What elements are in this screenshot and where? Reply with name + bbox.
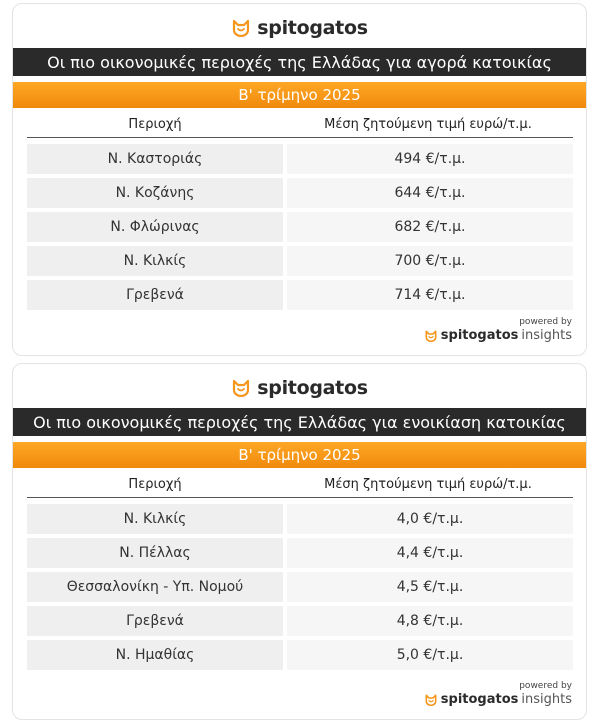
price-cell: 644 €/τ.μ. (287, 178, 573, 208)
table-row (27, 606, 573, 636)
price-cell: 4,0 €/τ.μ. (287, 504, 573, 534)
price-cell: 714 €/τ.μ. (287, 280, 573, 310)
region-cell: Θεσσαλονίκη - Υπ. Νομού (27, 572, 283, 602)
region-cell: Γρεβενά (27, 280, 283, 310)
price-table (27, 472, 573, 674)
period-label: Β' τρίμηνο 2025 (13, 82, 586, 108)
column-header-price: Μέση ζητούμενη τιμή ευρώ/τ.μ. (324, 477, 532, 492)
purchase-card (12, 3, 587, 356)
table-row (27, 504, 573, 534)
powered-by (424, 681, 572, 707)
table-header (27, 472, 573, 498)
insights-suffix: insights (521, 328, 572, 343)
column-header-region: Περιοχή (128, 117, 182, 132)
price-cell: 4,4 €/τ.μ. (287, 538, 573, 568)
column-header-price: Μέση ζητούμενη τιμή ευρώ/τ.μ. (324, 117, 532, 132)
price-cell: 494 €/τ.μ. (287, 144, 573, 174)
region-cell: Ν. Ημαθίας (27, 640, 283, 670)
powered-by (424, 317, 572, 343)
table-row (27, 178, 573, 208)
table-row (27, 538, 573, 568)
region-cell: Ν. Κοζάνης (27, 178, 283, 208)
column-header-region: Περιοχή (128, 477, 182, 492)
insights-logo (424, 692, 572, 707)
card-title: Οι πιο οικονομικές περιοχές της Ελλάδας για αγορά κατοικίας (13, 48, 586, 76)
period-label: Β' τρίμηνο 2025 (13, 442, 586, 468)
region-cell: Ν. Φλώρινας (27, 212, 283, 242)
cat-logo-icon (424, 330, 438, 342)
logo-text: spitogatos (257, 377, 368, 399)
insights-suffix: insights (521, 692, 572, 707)
price-table (27, 112, 573, 314)
table-header (27, 112, 573, 138)
spitogatos-logo (13, 376, 586, 400)
price-cell: 5,0 €/τ.μ. (287, 640, 573, 670)
table-row (27, 572, 573, 602)
region-cell: Ν. Κιλκίς (27, 246, 283, 276)
rental-card (12, 363, 587, 720)
price-cell: 700 €/τ.μ. (287, 246, 573, 276)
spitogatos-logo (13, 16, 586, 40)
insights-brand: spitogatos (440, 692, 519, 707)
region-cell: Γρεβενά (27, 606, 283, 636)
logo-text: spitogatos (257, 17, 368, 39)
table-row (27, 144, 573, 174)
region-cell: Ν. Καστοριάς (27, 144, 283, 174)
cat-logo-icon (231, 19, 251, 37)
insights-brand: spitogatos (440, 328, 519, 343)
insights-logo (424, 328, 572, 343)
region-cell: Ν. Πέλλας (27, 538, 283, 568)
price-cell: 682 €/τ.μ. (287, 212, 573, 242)
cat-logo-icon (231, 379, 251, 397)
powered-by-label: powered by (519, 681, 572, 691)
region-cell: Ν. Κιλκίς (27, 504, 283, 534)
table-row (27, 640, 573, 670)
table-row (27, 246, 573, 276)
table-row (27, 212, 573, 242)
powered-by-label: powered by (519, 317, 572, 327)
price-cell: 4,5 €/τ.μ. (287, 572, 573, 602)
cat-logo-icon (424, 694, 438, 706)
card-title: Οι πιο οικονομικές περιοχές της Ελλάδας για ενοικίαση κατοικίας (13, 408, 586, 436)
price-cell: 4,8 €/τ.μ. (287, 606, 573, 636)
table-row (27, 280, 573, 310)
